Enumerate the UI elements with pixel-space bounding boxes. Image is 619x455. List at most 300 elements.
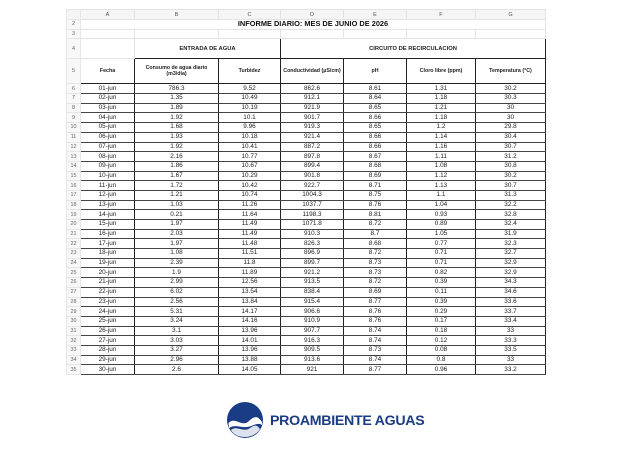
table-cell[interactable]: 0.8: [407, 355, 476, 365]
table-cell[interactable]: 32.3: [476, 239, 546, 249]
table-cell[interactable]: 8.77: [344, 365, 407, 375]
table-cell[interactable]: 838.4: [281, 287, 344, 297]
table-cell[interactable]: 31.3: [476, 190, 546, 200]
table-cell[interactable]: 28-jun: [81, 345, 135, 355]
table-cell[interactable]: 30: [476, 103, 546, 113]
table-cell[interactable]: 1.18: [407, 113, 476, 123]
water-wave-globe-icon: [225, 400, 265, 440]
table-row: [67, 239, 546, 249]
table-cell[interactable]: 1.35: [135, 94, 219, 104]
table-cell[interactable]: 1.11: [407, 152, 476, 162]
row-number[interactable]: 32: [67, 336, 81, 346]
table-cell[interactable]: 899.7: [281, 258, 344, 268]
table-cell[interactable]: 29.8: [476, 123, 546, 133]
table-cell[interactable]: 0.39: [407, 297, 476, 307]
row-number[interactable]: 7: [67, 94, 81, 104]
table-cell[interactable]: 922.7: [281, 181, 344, 191]
table-cell[interactable]: 2.56: [135, 297, 219, 307]
row-number[interactable]: 35: [67, 365, 81, 375]
row-number[interactable]: 19: [67, 210, 81, 220]
table-cell[interactable]: 33.3: [476, 336, 546, 346]
table-row: [67, 200, 546, 210]
table-cell[interactable]: 0.17: [407, 316, 476, 326]
sheet-row: [67, 29, 546, 39]
table-cell[interactable]: 30.3: [476, 94, 546, 104]
row-number[interactable]: 23: [67, 249, 81, 259]
table-cell[interactable]: 1198.3: [281, 210, 344, 220]
table-cell[interactable]: 15-jun: [81, 220, 135, 230]
cell[interactable]: [281, 29, 344, 39]
table-cell[interactable]: 8.75: [344, 190, 407, 200]
table-cell[interactable]: 14-jun: [81, 210, 135, 220]
table-cell[interactable]: 3.27: [135, 345, 219, 355]
table-cell[interactable]: 11.48: [219, 239, 281, 249]
table-row: [67, 345, 546, 355]
table-row: [67, 229, 546, 239]
header-cloro[interactable]: Cloro libre (ppm): [407, 59, 476, 84]
table-row: [67, 316, 546, 326]
table-cell[interactable]: 07-jun: [81, 142, 135, 152]
table-cell[interactable]: 10.42: [219, 181, 281, 191]
table-cell[interactable]: 14.05: [219, 365, 281, 375]
table-cell[interactable]: 32.7: [476, 249, 546, 259]
table-cell[interactable]: 910.9: [281, 316, 344, 326]
table-cell[interactable]: 06-jun: [81, 132, 135, 142]
table-cell[interactable]: 916.3: [281, 336, 344, 346]
table-row: [67, 113, 546, 123]
table-cell[interactable]: 907.7: [281, 326, 344, 336]
table-row: [67, 268, 546, 278]
table-cell[interactable]: 921: [281, 365, 344, 375]
table-cell[interactable]: 0.77: [407, 239, 476, 249]
table-cell[interactable]: 8.76: [344, 307, 407, 317]
table-cell[interactable]: 2.6: [135, 365, 219, 375]
table-cell[interactable]: 899.4: [281, 161, 344, 171]
table-cell[interactable]: 31.9: [476, 229, 546, 239]
table-cell[interactable]: 10.67: [219, 161, 281, 171]
table-cell[interactable]: 921.2: [281, 268, 344, 278]
row-number[interactable]: 3: [67, 29, 81, 39]
table-row: [67, 278, 546, 288]
table-cell[interactable]: 14.01: [219, 336, 281, 346]
table-cell[interactable]: 0.11: [407, 287, 476, 297]
row-number[interactable]: 31: [67, 326, 81, 336]
table-cell[interactable]: 8.69: [344, 171, 407, 181]
table-cell[interactable]: 1004.3: [281, 190, 344, 200]
table-cell[interactable]: 0.89: [407, 220, 476, 230]
table-cell[interactable]: 0.08: [407, 345, 476, 355]
row-number[interactable]: 28: [67, 297, 81, 307]
table-cell[interactable]: 921.9: [281, 103, 344, 113]
table-cell[interactable]: 913.6: [281, 355, 344, 365]
table-cell[interactable]: 19-jun: [81, 258, 135, 268]
table-cell[interactable]: 1.9: [135, 268, 219, 278]
table-cell[interactable]: 921.4: [281, 132, 344, 142]
table-row: [67, 258, 546, 268]
table-cell[interactable]: 13.96: [219, 326, 281, 336]
table-cell[interactable]: 22-jun: [81, 287, 135, 297]
table-cell[interactable]: 13.54: [219, 287, 281, 297]
table-cell[interactable]: 786.3: [135, 84, 219, 94]
table-cell[interactable]: 03-jun: [81, 103, 135, 113]
table-cell[interactable]: 1.86: [135, 161, 219, 171]
table-cell[interactable]: 910.3: [281, 229, 344, 239]
column-header-d[interactable]: D: [281, 10, 344, 20]
table-cell[interactable]: 16-jun: [81, 229, 135, 239]
table-cell[interactable]: 2.16: [135, 152, 219, 162]
table-cell[interactable]: 1.92: [135, 113, 219, 123]
header-consumo[interactable]: Consumo de agua diario (m3/día): [135, 59, 219, 84]
table-cell[interactable]: 1.97: [135, 220, 219, 230]
table-cell[interactable]: 11.49: [219, 229, 281, 239]
table-cell[interactable]: 919.3: [281, 123, 344, 133]
table-cell[interactable]: 33.5: [476, 345, 546, 355]
table-cell[interactable]: 10.41: [219, 142, 281, 152]
table-cell[interactable]: 1.04: [407, 200, 476, 210]
table-cell[interactable]: 0.29: [407, 307, 476, 317]
table-cell[interactable]: 8.81: [344, 210, 407, 220]
table-cell[interactable]: 30: [476, 113, 546, 123]
table-cell[interactable]: 10.49: [219, 94, 281, 104]
table-cell[interactable]: 897.8: [281, 152, 344, 162]
table-cell[interactable]: 8.66: [344, 113, 407, 123]
cell[interactable]: [344, 29, 407, 39]
column-header-a[interactable]: A: [81, 10, 135, 20]
cell[interactable]: [81, 29, 135, 39]
table-cell[interactable]: 30.7: [476, 181, 546, 191]
table-cell[interactable]: 11-jun: [81, 181, 135, 191]
table-cell[interactable]: 1.21: [135, 190, 219, 200]
table-cell[interactable]: 906.6: [281, 307, 344, 317]
table-cell[interactable]: 1.21: [407, 103, 476, 113]
table-cell[interactable]: 33.7: [476, 307, 546, 317]
table-row: [67, 171, 546, 181]
table-cell[interactable]: 3.24: [135, 316, 219, 326]
row-number[interactable]: 33: [67, 345, 81, 355]
table-cell[interactable]: 30.2: [476, 84, 546, 94]
table-cell[interactable]: 02-jun: [81, 94, 135, 104]
table-cell[interactable]: 1.67: [135, 171, 219, 181]
sheet-row: [67, 59, 546, 84]
row-number[interactable]: 15: [67, 171, 81, 181]
table-cell[interactable]: 23-jun: [81, 297, 135, 307]
table-cell[interactable]: 13.96: [219, 345, 281, 355]
table-row: [67, 152, 546, 162]
table-cell[interactable]: 01-jun: [81, 84, 135, 94]
row-number[interactable]: 29: [67, 307, 81, 317]
table-cell[interactable]: 29-jun: [81, 355, 135, 365]
table-cell[interactable]: 2.96: [135, 355, 219, 365]
table-cell[interactable]: 2.03: [135, 229, 219, 239]
table-cell[interactable]: 8.73: [344, 345, 407, 355]
table-cell[interactable]: 26-jun: [81, 326, 135, 336]
table-cell[interactable]: 1.18: [407, 94, 476, 104]
row-number[interactable]: 26: [67, 278, 81, 288]
table-cell[interactable]: 8.71: [344, 181, 407, 191]
table-cell[interactable]: 8.66: [344, 132, 407, 142]
table-cell[interactable]: 33.2: [476, 365, 546, 375]
table-row: [67, 123, 546, 133]
table-cell[interactable]: 33: [476, 355, 546, 365]
cell[interactable]: [81, 39, 135, 59]
table-cell[interactable]: 909.5: [281, 345, 344, 355]
table-cell[interactable]: 8.72: [344, 220, 407, 230]
table-cell[interactable]: 901.8: [281, 171, 344, 181]
table-cell[interactable]: 17-jun: [81, 239, 135, 249]
table-cell[interactable]: 8.67: [344, 152, 407, 162]
table-cell[interactable]: 34.3: [476, 278, 546, 288]
table-cell[interactable]: 12.56: [219, 278, 281, 288]
table-cell[interactable]: 11.89: [219, 268, 281, 278]
table-cell[interactable]: 11.8: [219, 258, 281, 268]
column-header-c[interactable]: C: [219, 10, 281, 20]
table-cell[interactable]: 0.71: [407, 249, 476, 259]
table-cell[interactable]: 09-jun: [81, 161, 135, 171]
column-header-f[interactable]: F: [407, 10, 476, 20]
table-cell[interactable]: 1.2: [407, 123, 476, 133]
table-row: [67, 249, 546, 259]
table-cell[interactable]: 33: [476, 326, 546, 336]
table-cell[interactable]: 913.5: [281, 278, 344, 288]
table-cell[interactable]: 11.26: [219, 200, 281, 210]
table-row: [67, 326, 546, 336]
cell[interactable]: [476, 29, 546, 39]
table-cell[interactable]: 896.9: [281, 249, 344, 259]
column-letters-row: [67, 10, 546, 20]
row-number[interactable]: 6: [67, 84, 81, 94]
table-cell[interactable]: 3.03: [135, 336, 219, 346]
table-cell[interactable]: 10.77: [219, 152, 281, 162]
table-cell[interactable]: 8.65: [344, 123, 407, 133]
table-cell[interactable]: 13.84: [219, 297, 281, 307]
row-number[interactable]: 2: [67, 20, 81, 30]
table-cell[interactable]: 08-jun: [81, 152, 135, 162]
row-number[interactable]: 18: [67, 200, 81, 210]
table-cell[interactable]: 2.99: [135, 278, 219, 288]
table-cell[interactable]: 10.1: [219, 113, 281, 123]
table-row: [67, 161, 546, 171]
table-cell[interactable]: 33.4: [476, 316, 546, 326]
table-cell[interactable]: 1.93: [135, 132, 219, 142]
table-cell[interactable]: 32.9: [476, 268, 546, 278]
table-cell[interactable]: 20-jun: [81, 268, 135, 278]
table-cell[interactable]: 1.89: [135, 103, 219, 113]
table-cell[interactable]: 1.68: [135, 123, 219, 133]
table-cell[interactable]: 14.17: [219, 307, 281, 317]
table-cell[interactable]: 6.02: [135, 287, 219, 297]
header-temperatura[interactable]: Temperatura (°C): [476, 59, 546, 84]
table-cell[interactable]: 21-jun: [81, 278, 135, 288]
table-cell[interactable]: 04-jun: [81, 113, 135, 123]
table-cell[interactable]: 1.12: [407, 171, 476, 181]
column-header-g[interactable]: G: [476, 10, 546, 20]
row-number[interactable]: 25: [67, 268, 81, 278]
table-cell[interactable]: 18-jun: [81, 249, 135, 259]
table-cell[interactable]: 31.2: [476, 152, 546, 162]
table-cell[interactable]: 8.74: [344, 355, 407, 365]
table-cell[interactable]: 0.21: [135, 210, 219, 220]
table-cell[interactable]: 1.08: [135, 249, 219, 259]
header-ph[interactable]: pH: [344, 59, 407, 84]
table-cell[interactable]: 10.19: [219, 103, 281, 113]
table-cell[interactable]: 13-jun: [81, 200, 135, 210]
table-row: [67, 307, 546, 317]
header-conductividad[interactable]: Conductividad (µS/cm): [281, 59, 344, 84]
table-cell[interactable]: 30.4: [476, 132, 546, 142]
table-cell[interactable]: 11.49: [219, 220, 281, 230]
row-number[interactable]: 10: [67, 123, 81, 133]
table-cell[interactable]: 901.7: [281, 113, 344, 123]
table-cell[interactable]: 10-jun: [81, 171, 135, 181]
table-cell[interactable]: 11.64: [219, 210, 281, 220]
table-cell[interactable]: 1.92: [135, 142, 219, 152]
table-cell[interactable]: 32.8: [476, 210, 546, 220]
table-cell[interactable]: 9.96: [219, 123, 281, 133]
row-number[interactable]: 17: [67, 190, 81, 200]
header-turbidez[interactable]: Turbidez: [219, 59, 281, 84]
table-cell[interactable]: 1.08: [407, 161, 476, 171]
report-title[interactable]: INFORME DIARIO: MES DE JUNIO DE 2026: [81, 20, 546, 30]
table-cell[interactable]: 34.6: [476, 287, 546, 297]
table-cell[interactable]: 12-jun: [81, 190, 135, 200]
table-cell[interactable]: 1071.8: [281, 220, 344, 230]
row-number[interactable]: 8: [67, 103, 81, 113]
table-cell[interactable]: 32.2: [476, 200, 546, 210]
brand-name: PROAMBIENTE AGUAS: [270, 413, 425, 429]
table-row: [67, 365, 546, 375]
row-number[interactable]: 14: [67, 161, 81, 171]
table-cell[interactable]: 8.72: [344, 278, 407, 288]
group-header-circuito[interactable]: CIRCUITO DE RECIRCULACION: [281, 39, 546, 59]
table-cell[interactable]: 8.76: [344, 316, 407, 326]
table-cell[interactable]: 3.1: [135, 326, 219, 336]
table-row: [67, 84, 546, 94]
corner-cell[interactable]: [67, 10, 81, 20]
column-header-e[interactable]: E: [344, 10, 407, 20]
table-cell[interactable]: 5.31: [135, 307, 219, 317]
table-cell[interactable]: 0.82: [407, 268, 476, 278]
table-cell[interactable]: 1.16: [407, 142, 476, 152]
table-cell[interactable]: 1.14: [407, 132, 476, 142]
table-cell[interactable]: 9.52: [219, 84, 281, 94]
table-cell[interactable]: 0.18: [407, 326, 476, 336]
cell[interactable]: [135, 29, 219, 39]
table-cell[interactable]: 1.97: [135, 239, 219, 249]
row-number[interactable]: 4: [67, 39, 81, 59]
table-row: [67, 94, 546, 104]
table-cell[interactable]: 1.05: [407, 229, 476, 239]
table-cell[interactable]: 05-jun: [81, 123, 135, 133]
row-number[interactable]: 20: [67, 220, 81, 230]
table-cell[interactable]: 11.51: [219, 249, 281, 259]
table-cell[interactable]: 30.2: [476, 171, 546, 181]
table-cell[interactable]: 8.66: [344, 142, 407, 152]
table-cell[interactable]: 8.61: [344, 84, 407, 94]
row-number[interactable]: 24: [67, 258, 81, 268]
row-number[interactable]: 13: [67, 152, 81, 162]
table-cell[interactable]: 1.03: [135, 200, 219, 210]
table-row: [67, 190, 546, 200]
row-number[interactable]: 22: [67, 239, 81, 249]
table-cell[interactable]: 27-jun: [81, 336, 135, 346]
table-cell[interactable]: 912.1: [281, 94, 344, 104]
table-row: [67, 220, 546, 230]
table-cell[interactable]: 8.74: [344, 326, 407, 336]
table-cell[interactable]: 24-jun: [81, 307, 135, 317]
table-cell[interactable]: 2.39: [135, 258, 219, 268]
table-cell[interactable]: 8.68: [344, 239, 407, 249]
table-cell[interactable]: 1.13: [407, 181, 476, 191]
table-row: [67, 210, 546, 220]
table-cell[interactable]: 8.74: [344, 336, 407, 346]
table-cell[interactable]: 32.9: [476, 258, 546, 268]
table-cell[interactable]: 13.88: [219, 355, 281, 365]
table-cell[interactable]: 8.73: [344, 258, 407, 268]
table-cell[interactable]: 8.72: [344, 249, 407, 259]
table-cell[interactable]: 862.6: [281, 84, 344, 94]
table-cell[interactable]: 14.16: [219, 316, 281, 326]
row-number[interactable]: 30: [67, 316, 81, 326]
row-number[interactable]: 21: [67, 229, 81, 239]
cell[interactable]: [407, 29, 476, 39]
table-cell[interactable]: 1037.7: [281, 200, 344, 210]
header-fecha[interactable]: Fecha: [81, 59, 135, 84]
table-cell[interactable]: 0.96: [407, 365, 476, 375]
table-cell[interactable]: 32.4: [476, 220, 546, 230]
group-header-entrada[interactable]: ENTRADA DE AGUA: [135, 39, 281, 59]
table-cell[interactable]: 25-jun: [81, 316, 135, 326]
row-number[interactable]: 5: [67, 59, 81, 84]
table-cell[interactable]: 10.18: [219, 132, 281, 142]
table-cell[interactable]: 10.74: [219, 190, 281, 200]
table-cell[interactable]: 887.2: [281, 142, 344, 152]
table-cell[interactable]: 8.76: [344, 200, 407, 210]
table-row: [67, 287, 546, 297]
table-cell[interactable]: 915.4: [281, 297, 344, 307]
table-cell[interactable]: 8.7: [344, 229, 407, 239]
table-cell[interactable]: 0.93: [407, 210, 476, 220]
table-cell[interactable]: 1.1: [407, 190, 476, 200]
table-cell[interactable]: 30.7: [476, 142, 546, 152]
table-row: [67, 297, 546, 307]
table-cell[interactable]: 826.3: [281, 239, 344, 249]
row-number[interactable]: 11: [67, 132, 81, 142]
table-cell[interactable]: 0.39: [407, 278, 476, 288]
row-number[interactable]: 9: [67, 113, 81, 123]
table-cell[interactable]: 8.65: [344, 103, 407, 113]
table-cell[interactable]: 1.72: [135, 181, 219, 191]
table-cell[interactable]: 0.12: [407, 336, 476, 346]
row-number[interactable]: 12: [67, 142, 81, 152]
table-row: [67, 355, 546, 365]
table-cell[interactable]: 8.68: [344, 161, 407, 171]
row-number[interactable]: 16: [67, 181, 81, 191]
table-cell[interactable]: 8.69: [344, 287, 407, 297]
table-cell[interactable]: 10.29: [219, 171, 281, 181]
table-cell[interactable]: 1.31: [407, 84, 476, 94]
table-cell[interactable]: 30-jun: [81, 365, 135, 375]
table-cell[interactable]: 8.64: [344, 94, 407, 104]
table-cell[interactable]: 30.8: [476, 161, 546, 171]
row-number[interactable]: 34: [67, 355, 81, 365]
row-number[interactable]: 27: [67, 287, 81, 297]
table-cell[interactable]: 8.77: [344, 297, 407, 307]
table-cell[interactable]: 0.71: [407, 258, 476, 268]
table-cell[interactable]: 8.73: [344, 268, 407, 278]
table-cell[interactable]: 33.6: [476, 297, 546, 307]
column-header-b[interactable]: B: [135, 10, 219, 20]
cell[interactable]: [219, 29, 281, 39]
